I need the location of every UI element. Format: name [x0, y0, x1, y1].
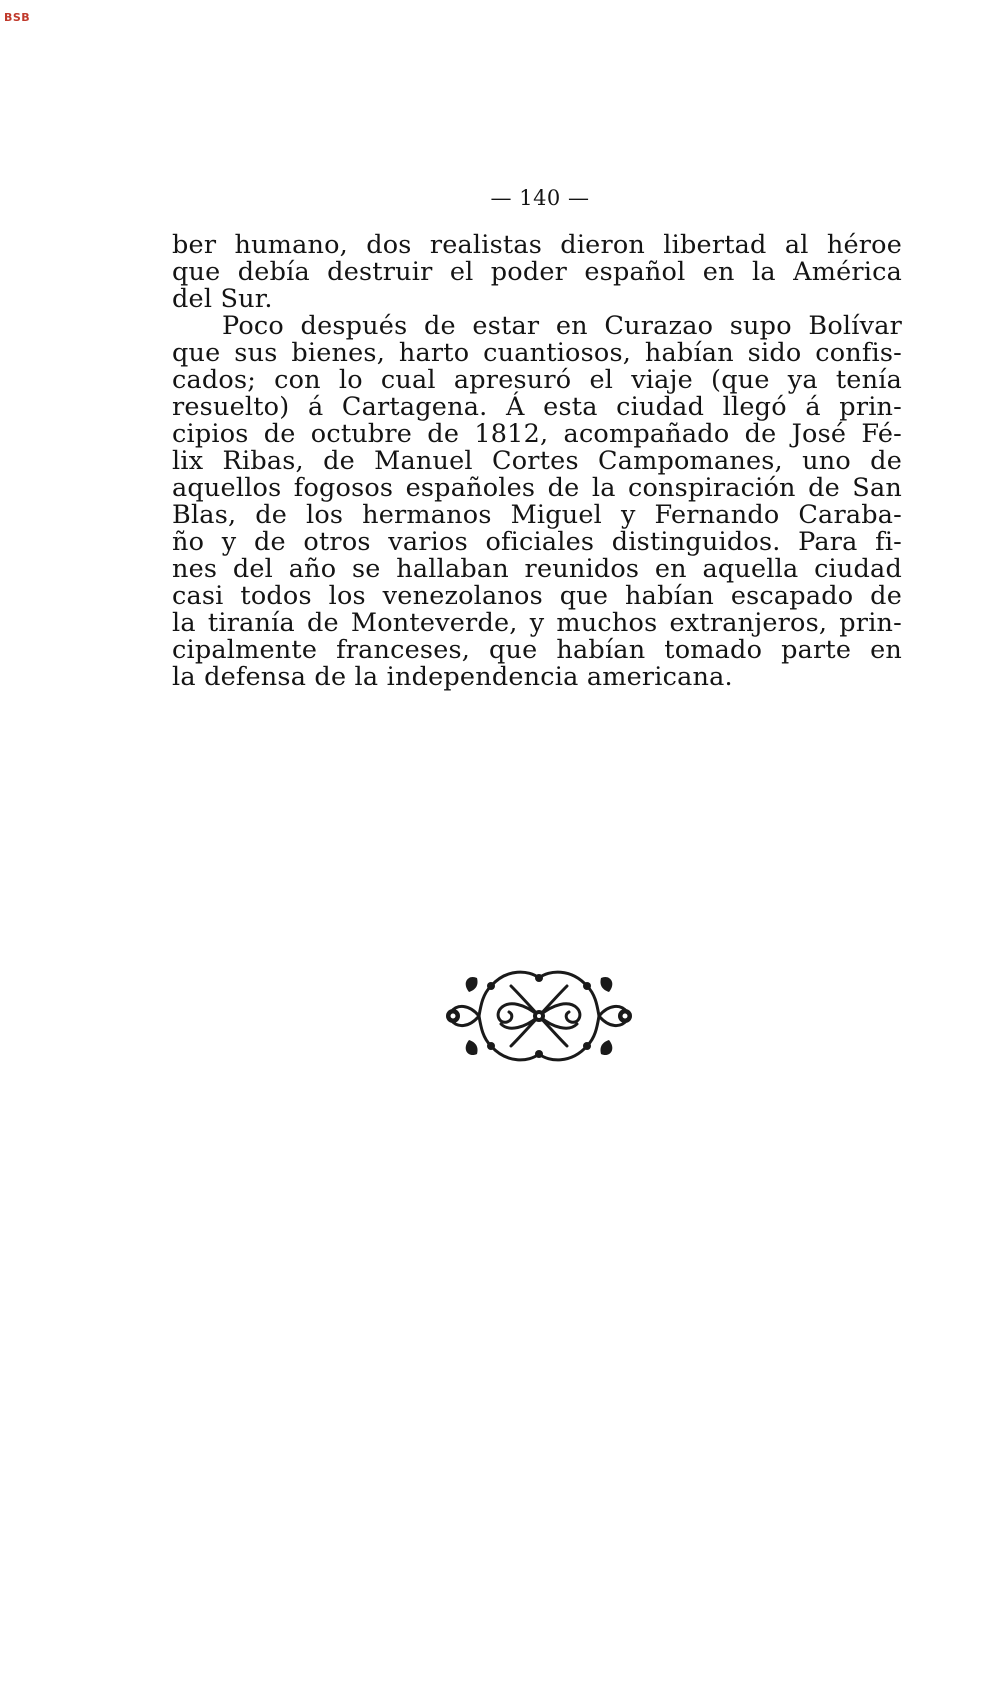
text-line: resuelto) á Cartagena. Á esta ciudad llegó á prin- — [172, 392, 902, 422]
page-number: — 140 — — [490, 186, 590, 210]
text-line: aquellos fogosos españoles de la conspiración de San — [172, 473, 902, 503]
text-line: la defensa de la independencia americana. — [172, 662, 733, 692]
text-line: cipalmente franceses, que habían tomado parte en — [172, 635, 902, 665]
text-line: ber humano, dos realistas dieron libertad al héroe — [172, 230, 902, 260]
library-stamp: BSB — [4, 11, 31, 24]
text-line: del Sur. — [172, 284, 273, 314]
text-line: cipios de octubre de 1812, acompañado de José Fé- — [172, 419, 902, 449]
text-line: Blas, de los hermanos Miguel y Fernando Caraba- — [172, 500, 902, 530]
text-line: que debía destruir el poder español en la América — [172, 257, 902, 287]
floral-ornament-icon — [438, 964, 640, 1068]
text-line: lix Ribas, de Manuel Cortes Campomanes, uno de — [172, 446, 902, 476]
text-line: ño y de otros varios oficiales distinguidos. Para fi- — [172, 527, 902, 557]
text-line: la tiranía de Monteverde, y muchos extranjeros, prin- — [172, 608, 902, 638]
text-line: cados; con lo cual apresuró el viaje (que ya tenía — [172, 365, 902, 395]
text-line: casi todos los venezolanos que habían escapado de — [172, 581, 902, 611]
text-line: Poco después de estar en Curazao supo Bolívar — [222, 311, 902, 341]
text-line: nes del año se hallaban reunidos en aquella ciudad — [172, 554, 902, 584]
text-line: que sus bienes, harto cuantiosos, habían sido confis- — [172, 338, 902, 368]
body-text — [172, 232, 902, 691]
